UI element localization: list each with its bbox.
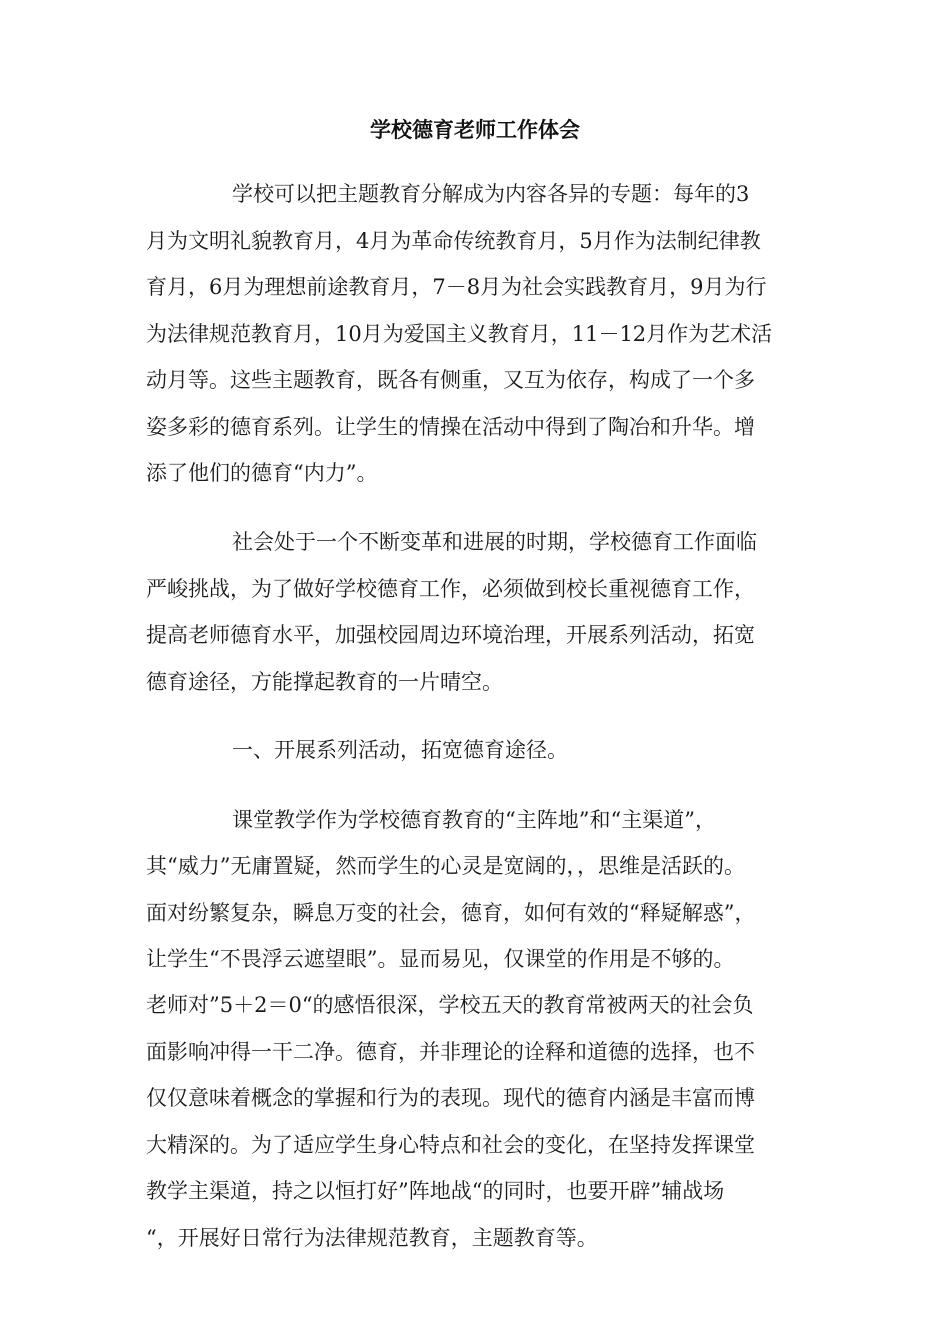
section-heading: 一、开展系列活动，拓宽德育途径。 — [232, 738, 568, 762]
text-line: 其“威力”无庸置疑，然而学生的心灵是宽阔的，，思维是活跃的。 — [146, 854, 745, 878]
text-line: 提高老师德育水平，加强校园周边环境治理，开展系列活动，拓宽 — [146, 623, 755, 647]
text-line: 大精深的。为了适应学生身心特点和社会的变化，在坚持发挥课堂 — [146, 1133, 755, 1157]
text-line: 教学主渠道，持之以恒打好”阵地战“的同时，也要开辟”辅战场 — [146, 1179, 725, 1203]
text-line: “，开展好日常行为法律规范教育，主题教育等。 — [146, 1226, 598, 1250]
text-line: 面影响冲得一干二净。德育，并非理论的诠释和道德的选择，也不 — [146, 1040, 755, 1064]
text-line: 仅仅意味着概念的掌握和行为的表现。现代的德育内涵是丰富而博 — [146, 1086, 755, 1110]
text-line: 学校可以把主题教育分解成为内容各异的专题：每年的3 — [232, 182, 750, 206]
text-line: 月为文明礼貌教育月，4月为革命传统教育月，5月作为法制纪律教 — [146, 229, 761, 253]
text-line: 老师对”5＋2＝0“的感悟很深，学校五天的教育常被两天的社会负 — [146, 993, 754, 1017]
text-line: 添了他们的德育“内力”。 — [146, 461, 378, 485]
text-line: 让学生“不畏浮云遮望眼”。显而易见，仅课堂的作用是不够的。 — [146, 947, 735, 971]
document-title: 学校德育老师工作体会 — [370, 117, 580, 142]
text-line: 育月，6月为理想前途教育月，7－8月为社会实践教育月，9月为行 — [146, 275, 767, 299]
text-line: 姿多彩的德育系列。让学生的情操在活动中得到了陶冶和升华。增 — [146, 415, 755, 439]
text-line: 社会处于一个不断变革和进展的时期，学校德育工作面临 — [232, 530, 757, 554]
text-line: 面对纷繁复杂，瞬息万变的社会，德育，如何有效的“释疑解惑”， — [146, 901, 756, 925]
text-line: 为法律规范教育月，10月为爱国主义教育月，11－12月作为艺术活 — [146, 322, 773, 346]
text-line: 严峻挑战，为了做好学校德育工作，必须做到校长重视德育工作， — [146, 577, 755, 601]
text-line: 课堂教学作为学校德育教育的“主阵地”和“主渠道”， — [232, 808, 716, 832]
text-line: 德育途径，方能撑起教育的一片晴空。 — [146, 670, 503, 694]
text-line: 动月等。这些主题教育，既各有侧重，又互为依存，构成了一个多 — [146, 368, 755, 392]
